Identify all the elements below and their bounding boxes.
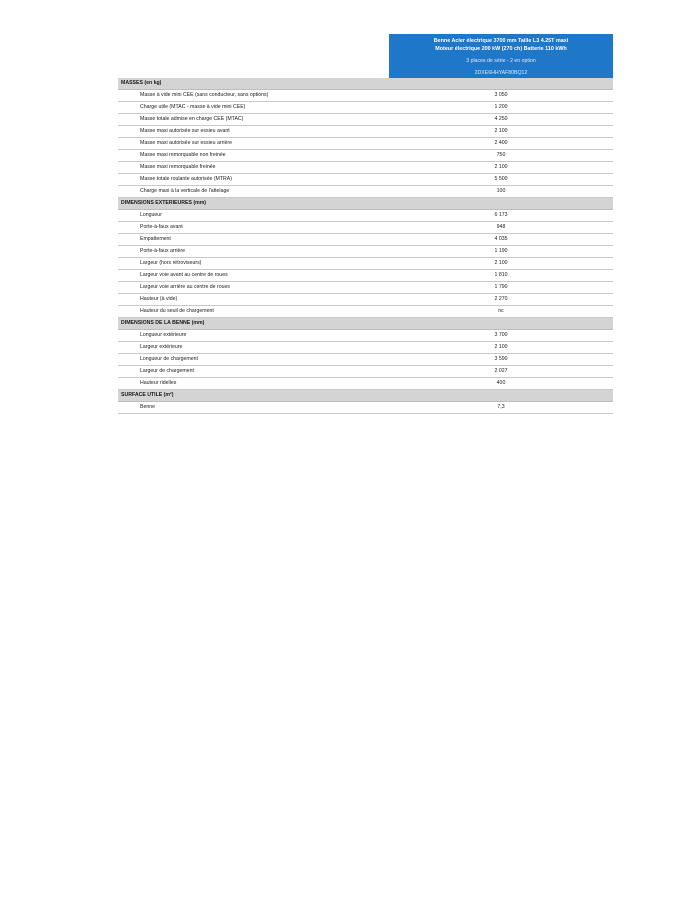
- spec-label: Empattement: [140, 236, 171, 242]
- spec-row: [118, 306, 613, 318]
- spec-value: 2 400: [494, 140, 508, 146]
- spec-row: [118, 174, 613, 186]
- vehicle-engine: Moteur électrique 200 kW (270 ch) Batterie 110 kWh: [435, 46, 567, 52]
- spec-label: Largeur de chargement: [140, 368, 194, 374]
- spec-row: [118, 402, 613, 414]
- spec-row: [118, 150, 613, 162]
- vehicle-title: Benne Acier électrique 3700 mm Taille L3 4.25T maxi: [433, 38, 569, 44]
- spec-value: 1 790: [494, 284, 508, 290]
- spec-label: Hauteur ridelles: [140, 380, 177, 386]
- spec-value: 948: [496, 224, 506, 230]
- spec-label: Benne: [140, 404, 156, 410]
- spec-value: 100: [496, 188, 506, 194]
- spec-row: [118, 210, 613, 222]
- spec-row: [118, 258, 613, 270]
- spec-label: Longueur extérieure: [140, 332, 187, 338]
- spec-row: [118, 90, 613, 102]
- spec-label: Largeur voie avant au centre de roues: [140, 272, 228, 278]
- spec-value: 2 100: [494, 164, 508, 170]
- spec-row: [118, 114, 613, 126]
- spec-label: Longueur: [140, 212, 162, 218]
- spec-value: 2 100: [494, 260, 508, 266]
- spec-label: Masse totale admise en charge CEE (MTAC): [140, 116, 244, 122]
- spec-value: 4 035: [494, 236, 508, 242]
- vehicle-header: [389, 34, 613, 78]
- spec-row: [118, 282, 613, 294]
- spec-value: 2 270: [494, 296, 508, 302]
- spec-label: Largeur extérieure: [140, 344, 183, 350]
- vehicle-seats: 3 places de série - 2 en option: [466, 58, 536, 64]
- spec-row: [118, 354, 613, 366]
- spec-value: 1 810: [494, 272, 508, 278]
- spec-row: [118, 102, 613, 114]
- spec-label: Masse maxi remorquable non freinée: [140, 152, 226, 158]
- spec-value: 3 050: [494, 92, 508, 98]
- spec-value: 750: [496, 152, 506, 158]
- spec-value: 4 250: [494, 116, 508, 122]
- spec-value: 3 590: [494, 356, 508, 362]
- spec-row: [118, 162, 613, 174]
- spec-label: Porte-à-faux avant: [140, 224, 183, 230]
- spec-row: [118, 294, 613, 306]
- spec-label: Masse totale roulante autorisée (MTRA): [140, 176, 232, 182]
- spec-label: Charge utile (MTAC - masse à vide mini CEE): [140, 104, 246, 110]
- section-header: DIMENSIONS EXTERIEURES (mm): [118, 198, 613, 210]
- spec-value: 2 100: [494, 128, 508, 134]
- spec-row: [118, 378, 613, 390]
- spec-label: Charge maxi à la verticale de l'attelage: [140, 188, 230, 194]
- vehicle-code: 2DXE6HHYAF80BQ12: [474, 70, 528, 76]
- section-header: SURFACE UTILE (m²): [118, 390, 613, 402]
- spec-label: Masse à vide mini CEE (sans conducteur, sans options): [140, 92, 269, 98]
- spec-value: 1 200: [494, 104, 508, 110]
- spec-value: 400: [496, 380, 506, 386]
- spec-row: [118, 366, 613, 378]
- section-header: DIMENSIONS DE LA BENNE (mm): [118, 318, 613, 330]
- spec-row: [118, 330, 613, 342]
- spec-row: [118, 186, 613, 198]
- spec-value: 5 500: [494, 176, 508, 182]
- spec-value: 2 100: [494, 344, 508, 350]
- spec-value: 3 700: [494, 332, 508, 338]
- spec-label: Masse maxi autorisée sur essieu avant: [140, 128, 230, 134]
- spec-row: [118, 234, 613, 246]
- spec-value: 2 027: [494, 368, 508, 374]
- spec-value: 1 190: [494, 248, 508, 254]
- spec-label: Hauteur du seuil de chargement: [140, 308, 214, 314]
- spec-table: [118, 78, 613, 414]
- spec-row: [118, 126, 613, 138]
- spec-label: Largeur voie arrière au centre de roues: [140, 284, 230, 290]
- spec-row: [118, 342, 613, 354]
- spec-label: Hauteur (à vide): [140, 296, 178, 302]
- section-header: MASSES (en kg): [118, 78, 613, 90]
- spec-label: Longueur de chargement: [140, 356, 198, 362]
- spec-row: [118, 270, 613, 282]
- spec-row: [118, 138, 613, 150]
- spec-label: Porte-à-faux arrière: [140, 248, 185, 254]
- spec-row: [118, 222, 613, 234]
- spec-label: Largeur (hors rétroviseurs): [140, 260, 202, 266]
- spec-row: [118, 246, 613, 258]
- spec-label: Masse maxi remorquable freinée: [140, 164, 216, 170]
- spec-value: nc: [498, 308, 504, 314]
- spec-label: Masse maxi autorisée sur essieu arrière: [140, 140, 232, 146]
- spec-value: 7,3: [497, 404, 505, 410]
- spec-value: 6 173: [494, 212, 508, 218]
